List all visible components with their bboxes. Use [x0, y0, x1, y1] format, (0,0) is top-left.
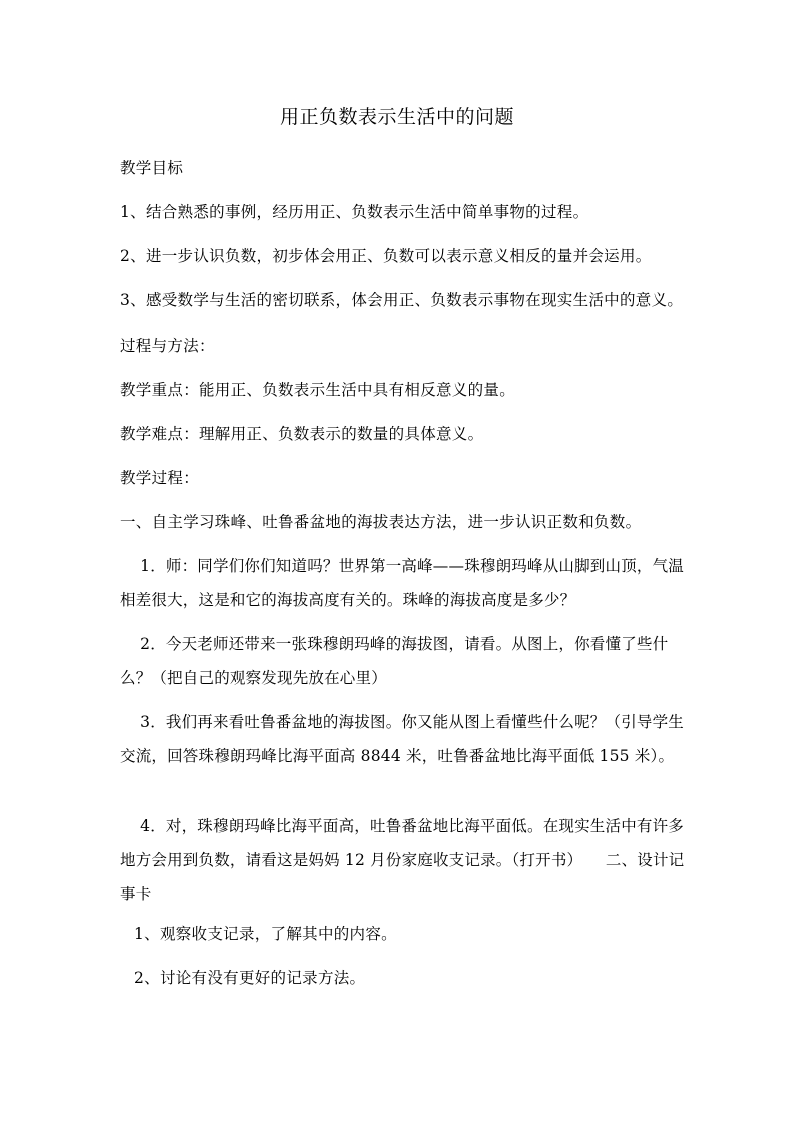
difficult-point: 教学难点：理解用正、负数表示的数量的具体意义。	[120, 425, 484, 443]
goal-item-1: 1、结合熟悉的事例，经历用正、负数表示生活中简单事物的过程。	[120, 203, 589, 221]
step-3-paragraph: 3．我们再来看吐鲁番盆地的海拔图。你又能从图上看懂些什么呢？（引导学生交流，回答珠穆朗玛峰比海平面高 8844 米，吐鲁番盆地比海平面低 155 米）。	[120, 713, 685, 765]
key-point: 教学重点：能用正、负数表示生活中具有相反意义的量。	[120, 381, 516, 399]
heading-process-method: 过程与方法：	[120, 337, 215, 355]
step-4-paragraph: 4．对，珠穆朗玛峰比海平面高，吐鲁番盆地比海平面低。在现实生活中有许多地方会用到负数，请看这是妈妈 12 月份家庭收支记录。（打开书） 二、设计记事卡	[120, 817, 685, 903]
heading-teaching-goals: 教学目标	[120, 159, 184, 177]
step-2-paragraph: 2．今天老师还带来一张珠穆朗玛峰的海拔图，请看。从图上，你看懂了些什么？（把自己的观察发现先放在心里）	[120, 635, 669, 687]
step-1-paragraph: 1．师：同学们你们知道吗？世界第一高峰——珠穆朗玛峰从山脚到山顶，气温相差很大，这是和它的海拔高度有关的。珠峰的海拔高度是多少？	[120, 557, 685, 609]
goal-item-2: 2、进一步认识负数，初步体会用正、负数可以表示意义相反的量并会运用。	[120, 247, 652, 265]
list-item-1: 1、观察收支记录，了解其中的内容。	[134, 925, 397, 943]
goal-item-3: 3、感受数学与生活的密切联系，体会用正、负数表示事物在现实生活中的意义。	[120, 291, 684, 309]
document-title: 用正负数表示生活中的问题	[279, 106, 514, 128]
section-1-heading: 一、自主学习珠峰、吐鲁番盆地的海拔表达方法，进一步认识正数和负数。	[120, 513, 642, 531]
list-item-2: 2、讨论有没有更好的记录方法。	[134, 969, 366, 987]
heading-teaching-process: 教学过程：	[120, 469, 200, 487]
